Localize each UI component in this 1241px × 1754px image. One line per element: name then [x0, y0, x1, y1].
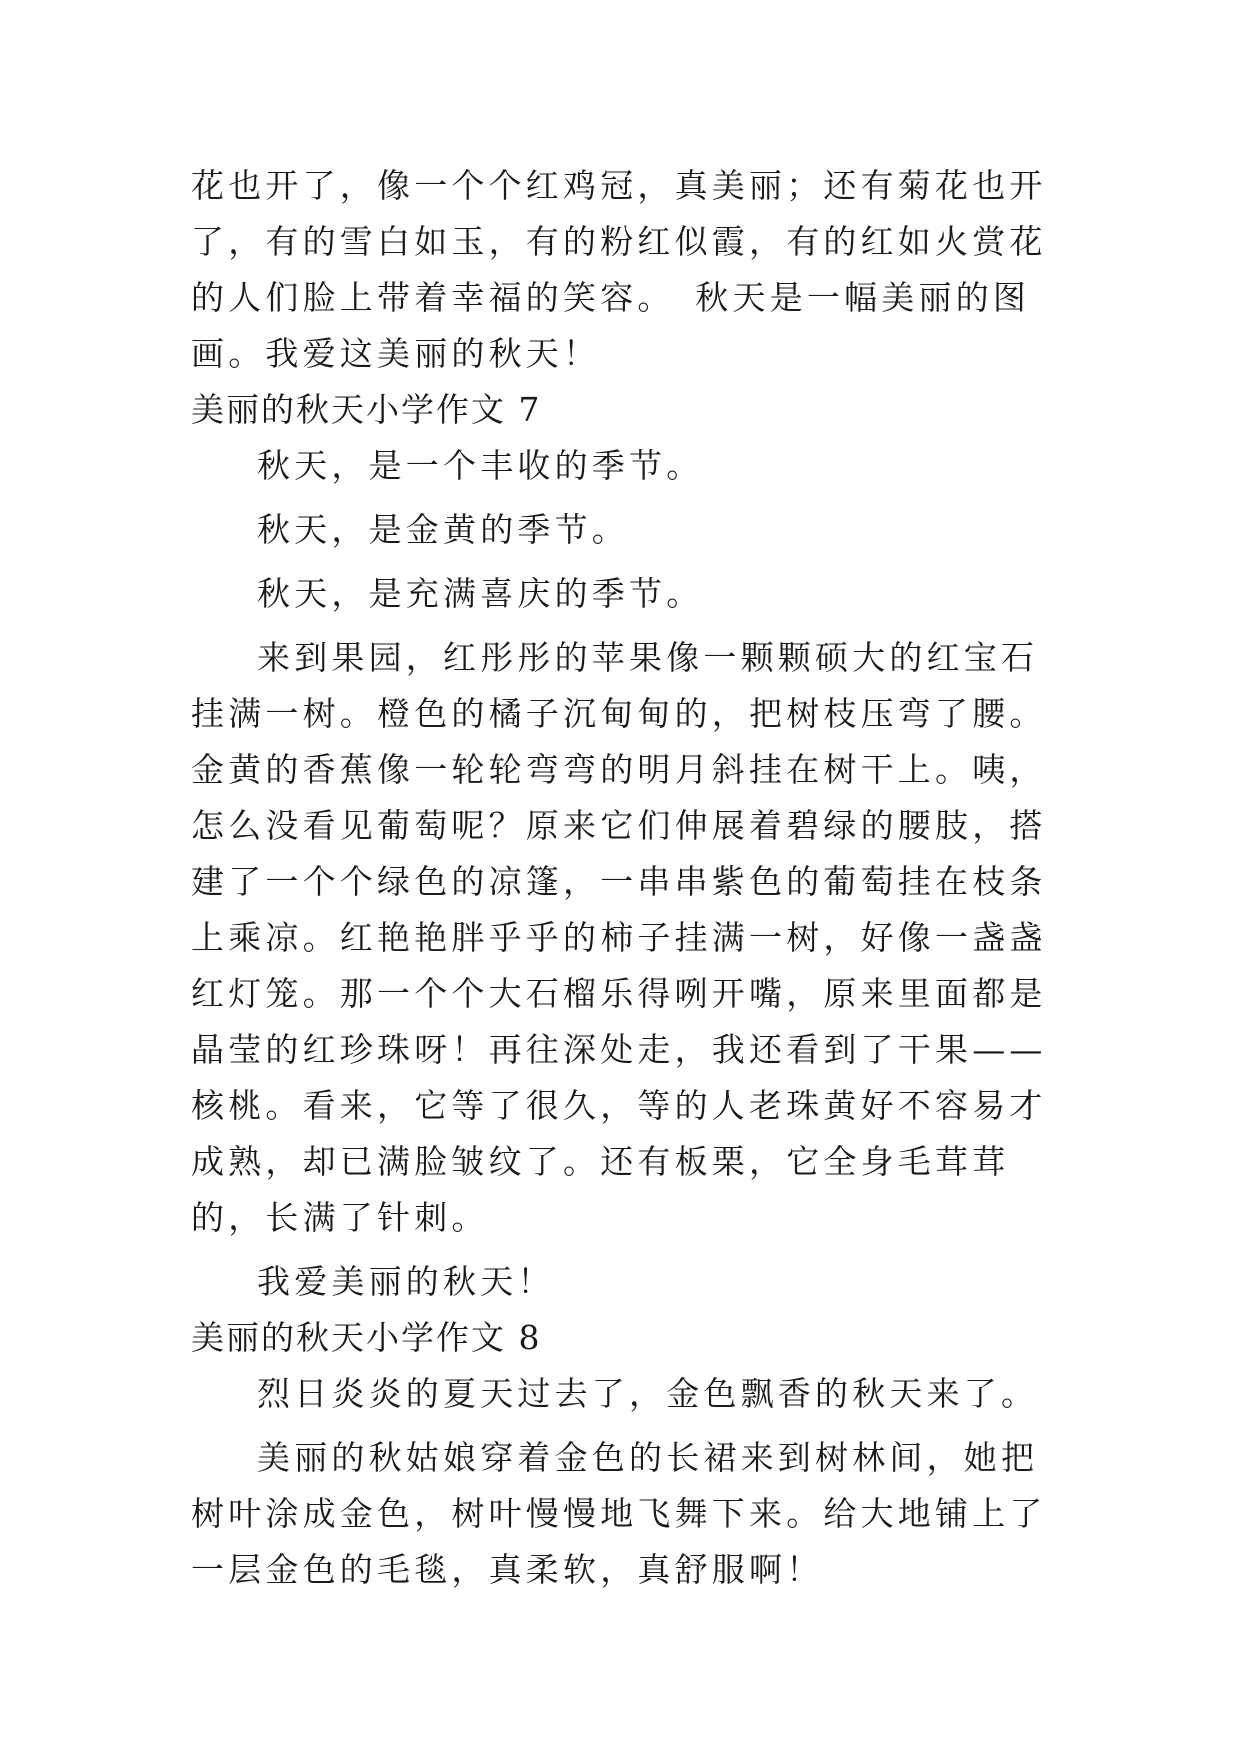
paragraph-golden-season: 秋天，是金黄的季节。	[257, 510, 629, 549]
paragraph-autumn-girl: 美丽的秋姑娘穿着金色的长裙来到树林间，她把树叶涂成金色，树叶慢慢地飞舞下来。给大地铺上了一层金色的毛毯，真柔软，真舒服啊！	[191, 1438, 1047, 1589]
essay-heading-8: 美丽的秋天小学作文 8	[191, 1318, 542, 1357]
paragraph-love-autumn: 我爱美丽的秋天！	[257, 1262, 555, 1301]
paragraph-chrysanthemum: 花也开了，像一个个红鸡冠，真美丽；还有菊花也开了，有的雪白如玉，有的粉红似霞，有的红如火赏花的人们脸上带着幸福的笑容。 秋天是一幅美丽的图画。我爱这美丽的秋天！	[191, 166, 1047, 373]
document-body	[191, 158, 1066, 1598]
paragraph-harvest-season: 秋天，是一个丰收的季节。	[257, 446, 704, 485]
essay-heading-7: 美丽的秋天小学作文 7	[191, 390, 542, 429]
paragraph-festive-season: 秋天，是充满喜庆的季节。	[257, 574, 704, 613]
paragraph-summer-gone: 烈日炎炎的夏天过去了，金色飘香的秋天来了。	[257, 1374, 1039, 1413]
paragraph-orchard: 来到果园，红彤彤的苹果像一颗颗硕大的红宝石挂满一树。橙色的橘子沉甸甸的，把树枝压弯了腰。金黄的香蕉像一轮轮弯弯的明月斜挂在树干上。咦，怎么没看见葡萄呢？原来它们伸展着碧绿的腰肢，搭建了一个个绿色的凉篷，一串串紫色的葡萄挂在枝条上乘凉。红艳艳胖乎乎的柿子挂满一树，好像一盏盏红灯笼。那一个个大石榴乐得咧开嘴，原来里面都是晶莹的红珍珠呀！再往深处走，我还看到了干果——核桃。看来，它等了很久，等的人老珠黄好不容易才成熟，却已满脸皱纹了。还有板栗，它全身毛茸茸的，长满了针刺。	[191, 638, 1047, 1237]
